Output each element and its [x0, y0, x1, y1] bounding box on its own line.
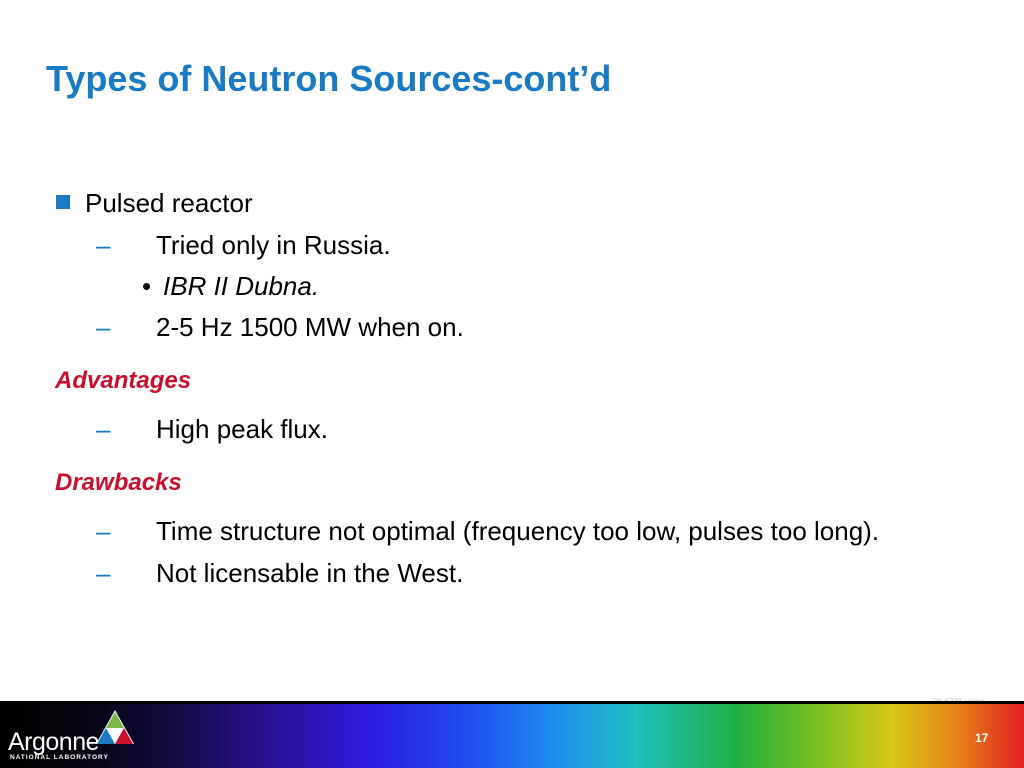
- dash-icon: –: [96, 516, 111, 546]
- square-bullet-icon: [56, 195, 70, 209]
- argonne-triangle-logo-icon: [94, 708, 136, 748]
- sub-bullet-frequency: 2-5 Hz 1500 MW when on.: [156, 312, 464, 342]
- argonne-logo-subtitle: NATIONAL LABORATORY: [10, 754, 109, 761]
- drawback-item-2: Not licensable in the West.: [156, 558, 464, 588]
- bullet-pulsed-reactor: Pulsed reactor: [85, 188, 253, 218]
- advantage-item: High peak flux.: [156, 414, 328, 444]
- argonne-logo-text: Argonne: [8, 728, 100, 756]
- sub-sub-bullet-ibr: IBR II Dubna.: [163, 271, 320, 301]
- footer-spectrum-bar: [0, 701, 1024, 768]
- drawback-item-1: Time structure not optimal (frequency too low, pulses too long).: [156, 516, 880, 546]
- footer-divider: [0, 701, 1024, 704]
- dash-icon: –: [96, 558, 111, 588]
- dash-icon: –: [96, 312, 111, 342]
- page-number: 17: [975, 731, 989, 745]
- dash-icon: –: [96, 414, 111, 444]
- dot-bullet-icon: •: [142, 271, 152, 301]
- slide-title: Types of Neutron Sources-cont’d: [46, 58, 612, 99]
- dash-icon: –: [96, 230, 111, 260]
- drawbacks-heading: Drawbacks: [55, 469, 182, 496]
- sub-bullet-russia: Tried only in Russia.: [156, 230, 391, 260]
- advantages-heading: Advantages: [55, 367, 192, 394]
